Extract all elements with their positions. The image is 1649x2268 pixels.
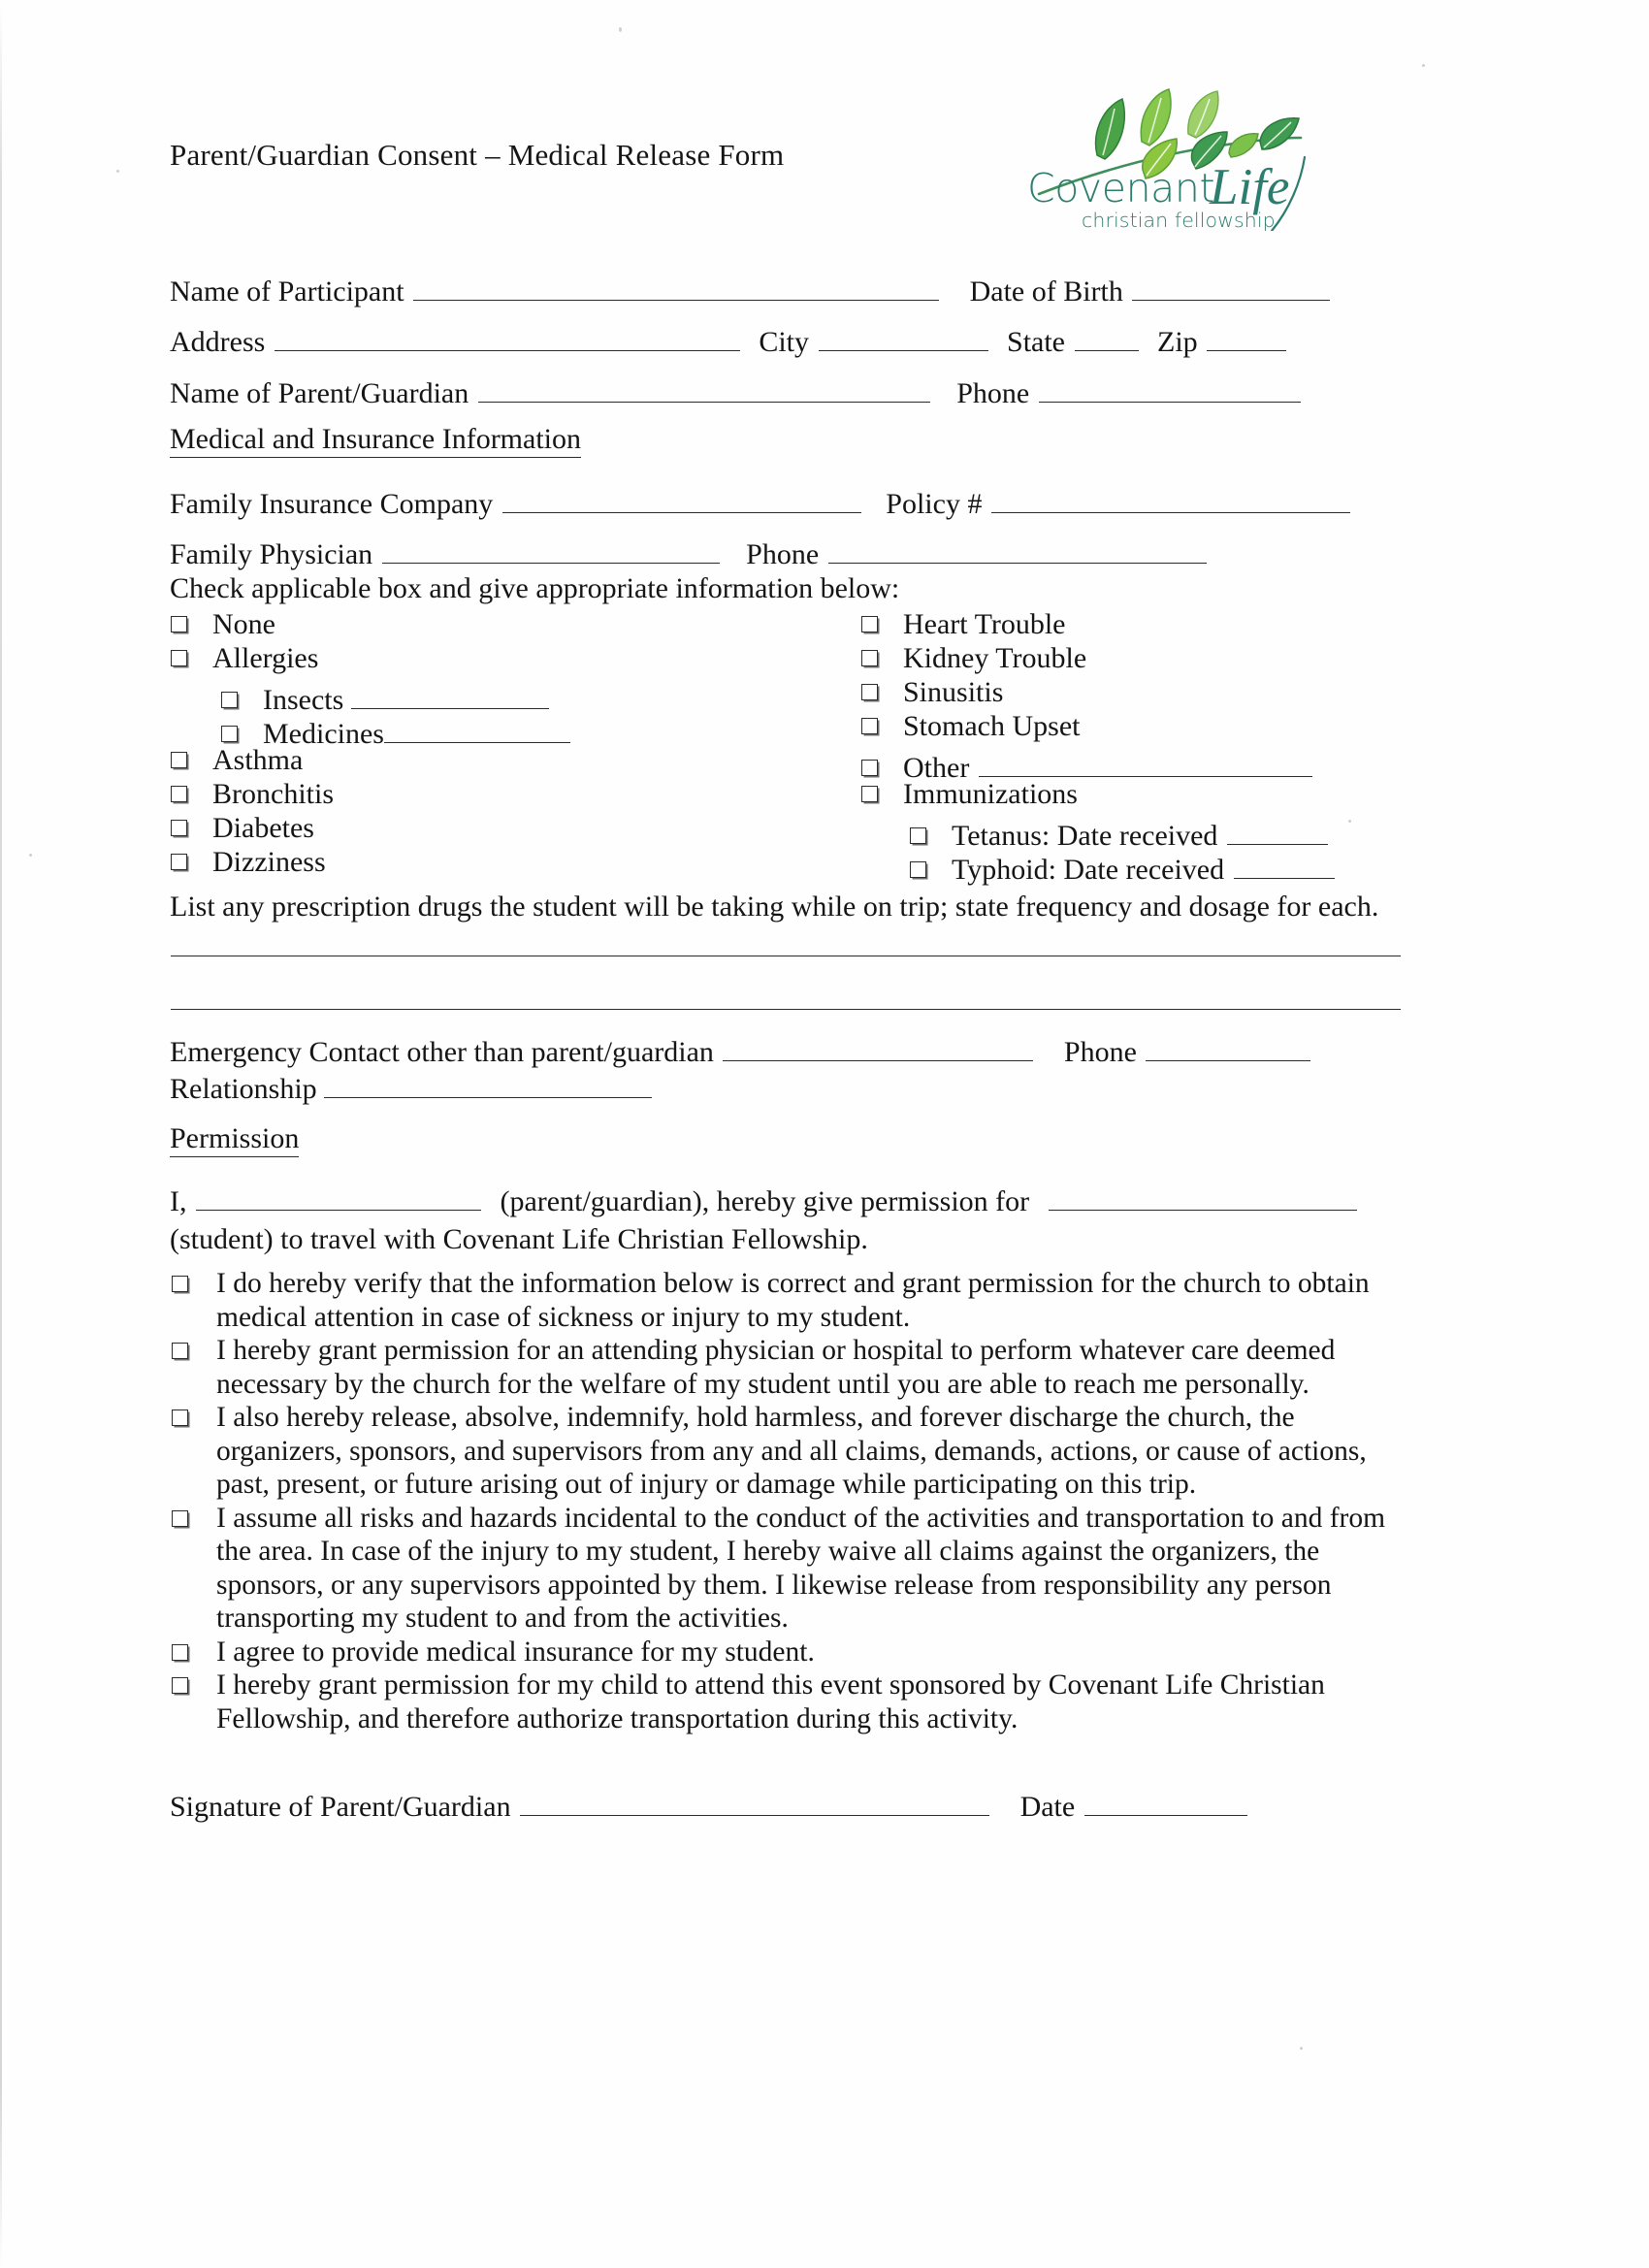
svg-text:Covenant: Covenant [1027, 165, 1215, 211]
checkbox-icon[interactable] [171, 752, 187, 768]
permission-clause-text: I do hereby verify that the information below is correct and grant permission for the church to obtain medical attention in case of sickness or injury to my student. [216, 1268, 1370, 1333]
page-title: Parent/Guardian Consent – Medical Release Form [170, 138, 785, 172]
parent-phone-label: Phone [956, 376, 1030, 409]
row-family-insurance [170, 482, 1352, 519]
other-condition-input[interactable] [979, 746, 1312, 777]
row-family-physician [170, 533, 1209, 569]
name-of-participant-label: Name of Participant [170, 275, 404, 308]
checkbox-instruction: Check applicable box and give appropriate information below: [170, 572, 900, 604]
prescription-instruction: List any prescription drugs the student will be taking while on trip; state frequency and dosage for each. [170, 891, 1379, 923]
checkbox-label: Sinusitis [903, 676, 1004, 708]
medicines-input[interactable] [384, 712, 570, 743]
address-label: Address [170, 325, 266, 358]
permission-clause-item[interactable] [170, 1502, 1416, 1636]
checkbox-icon[interactable] [172, 1409, 188, 1426]
date-of-birth-input[interactable] [1132, 270, 1330, 301]
checkbox-label: Diabetes [212, 812, 314, 844]
family-physician-input[interactable] [382, 533, 720, 564]
checkbox-row-typhoid[interactable] [910, 848, 1337, 885]
physician-phone-input[interactable] [828, 533, 1207, 564]
row-name-parent-guardian [170, 372, 1303, 408]
permission-parent-name-input[interactable] [196, 1180, 481, 1211]
checkbox-icon[interactable] [171, 786, 187, 802]
permission-clause-item[interactable] [170, 1401, 1416, 1502]
checkbox-icon[interactable] [171, 820, 187, 836]
signature-label: Signature of Parent/Guardian [170, 1790, 511, 1823]
checkbox-icon[interactable] [221, 726, 238, 742]
checkbox-icon[interactable] [172, 1644, 188, 1661]
permission-heading: Permission [170, 1123, 299, 1157]
checkbox-row-kidney-trouble[interactable] [861, 644, 1086, 673]
checkbox-icon[interactable] [172, 1510, 188, 1527]
checkbox-label: Other [903, 751, 970, 784]
permission-i-label: I, [170, 1184, 187, 1217]
checkbox-label: Heart Trouble [903, 608, 1066, 640]
state-label: State [1007, 325, 1066, 358]
insects-input[interactable] [351, 678, 549, 709]
checkbox-label: Allergies [212, 642, 319, 674]
scan-speck [619, 27, 622, 32]
emergency-phone-input[interactable] [1146, 1030, 1310, 1061]
checkbox-icon[interactable] [910, 861, 926, 878]
row-address [170, 320, 1288, 357]
checkbox-label: Insects [263, 683, 344, 716]
checkbox-row-insects[interactable] [221, 678, 551, 715]
checkbox-icon[interactable] [861, 760, 878, 776]
scan-speck [1422, 64, 1425, 67]
family-physician-label: Family Physician [170, 537, 373, 570]
row-relationship [170, 1067, 654, 1104]
permission-clause-text: I assume all risks and hazards incidental to the conduct of the activities and transportation to and from the area. In case of the injury to my student, I hereby waive all claims against the organizers, the sponsors, or any supervisors appointed by them. I likewise release from responsibility any person transporting my student to and from the activities. [216, 1502, 1386, 1634]
emergency-contact-input[interactable] [723, 1030, 1033, 1061]
checkbox-label: Tetanus: Date received [952, 819, 1218, 852]
medical-insurance-heading: Medical and Insurance Information [170, 424, 581, 458]
covenant-life-logo [1021, 85, 1322, 231]
permission-student-name-input[interactable] [1049, 1180, 1357, 1211]
checkbox-row-dizziness[interactable] [171, 848, 326, 877]
checkbox-label: Asthma [212, 744, 304, 776]
permission-clause-item[interactable] [170, 1267, 1416, 1334]
checkbox-icon[interactable] [171, 616, 187, 632]
name-of-participant-input[interactable] [413, 270, 939, 301]
name-of-parent-guardian-input[interactable] [478, 372, 930, 403]
family-insurance-company-input[interactable] [502, 482, 861, 513]
emergency-contact-label: Emergency Contact other than parent/guardian [170, 1035, 714, 1068]
relationship-label: Relationship [170, 1072, 317, 1105]
checkbox-label: Immunizations [903, 778, 1078, 810]
checkbox-label: None [212, 608, 275, 640]
parent-phone-input[interactable] [1039, 372, 1301, 403]
permission-clause-text: I also hereby release, absolve, indemnify, hold harmless, and forever discharge the church, the organizers, sponsors, and supervisors from any and all claims, demands, actions, or cause of actions, past, present, or future arising out of injury or damage while participating on this trip. [216, 1402, 1367, 1500]
permission-leadin-end: (student) to travel with Covenant Life Christian Fellowship. [170, 1223, 868, 1255]
state-input[interactable] [1075, 320, 1139, 351]
permission-clause-list [170, 1267, 1416, 1735]
zip-label: Zip [1157, 325, 1198, 358]
scan-speck [116, 170, 119, 173]
checkbox-row-immunizations[interactable] [861, 780, 1078, 809]
checkbox-row-other[interactable] [861, 746, 1314, 783]
policy-number-input[interactable] [991, 482, 1350, 513]
zip-input[interactable] [1207, 320, 1286, 351]
checkbox-icon[interactable] [172, 1276, 188, 1292]
emergency-phone-label: Phone [1063, 1035, 1137, 1068]
row-emergency-contact [170, 1030, 1312, 1067]
checkbox-label: Typhoid: Date received [952, 853, 1225, 886]
checkbox-label: Bronchitis [212, 778, 334, 810]
checkbox-label: Stomach Upset [903, 710, 1081, 742]
checkbox-icon[interactable] [861, 616, 878, 632]
checkbox-icon[interactable] [861, 786, 878, 802]
checkbox-row-tetanus[interactable] [910, 814, 1330, 851]
checkbox-row-sinusitis[interactable] [861, 678, 1003, 707]
checkbox-icon[interactable] [861, 684, 878, 700]
checkbox-icon[interactable] [910, 827, 926, 844]
checkbox-label: Medicines [263, 717, 384, 750]
checkbox-icon[interactable] [171, 650, 187, 666]
checkbox-row-diabetes[interactable] [171, 814, 314, 843]
svg-text:Life: Life [1210, 159, 1290, 215]
checkbox-row-asthma[interactable] [171, 746, 303, 775]
checkbox-icon[interactable] [172, 1343, 188, 1359]
typhoid-date-input[interactable] [1234, 848, 1335, 879]
scan-speck [1348, 820, 1351, 823]
scan-edge-artifact [0, 0, 2, 2268]
row-signature [170, 1785, 1249, 1822]
tetanus-date-input[interactable] [1227, 814, 1328, 845]
permission-clause-text: I hereby grant permission for my child to attend this event sponsored by Covenant Life Christian Fellowship, and therefore authorize transportation during this activity. [216, 1669, 1325, 1734]
checkbox-row-bronchitis[interactable] [171, 780, 334, 809]
checkbox-row-heart-trouble[interactable] [861, 610, 1066, 639]
checkbox-icon[interactable] [221, 692, 238, 708]
svg-text:christian fellowship: christian fellowship [1082, 209, 1276, 231]
checkbox-icon[interactable] [861, 650, 878, 666]
permission-clause-item[interactable] [170, 1636, 1416, 1669]
scan-speck [29, 854, 32, 857]
row-name-participant [170, 270, 1332, 307]
policy-number-label: Policy # [886, 487, 983, 520]
checkbox-row-stomach-upset[interactable] [861, 712, 1080, 741]
checkbox-icon[interactable] [172, 1677, 188, 1694]
city-label: City [759, 325, 810, 358]
checkbox-label: Dizziness [212, 846, 326, 878]
relationship-input[interactable] [324, 1067, 652, 1098]
prescription-line-2[interactable] [171, 1009, 1401, 1010]
signature-input[interactable] [520, 1785, 989, 1816]
permission-midtext: (parent/guardian), hereby give permission for [500, 1184, 1030, 1217]
name-of-parent-guardian-label: Name of Parent/Guardian [170, 376, 469, 409]
checkbox-icon[interactable] [171, 854, 187, 870]
checkbox-label: Kidney Trouble [903, 642, 1087, 674]
city-input[interactable] [819, 320, 988, 351]
permission-clause-item[interactable] [170, 1334, 1416, 1401]
family-insurance-company-label: Family Insurance Company [170, 487, 494, 520]
physician-phone-label: Phone [746, 537, 820, 570]
address-input[interactable] [275, 320, 740, 351]
signature-date-input[interactable] [1084, 1785, 1247, 1816]
scan-speck [1300, 2047, 1303, 2050]
permission-clause-item[interactable] [170, 1669, 1416, 1735]
checkbox-row-none[interactable] [171, 610, 275, 639]
date-of-birth-label: Date of Birth [969, 275, 1123, 308]
row-permission-leadin [170, 1180, 1359, 1216]
checkbox-icon[interactable] [861, 718, 878, 734]
permission-clause-text: I hereby grant permission for an attending physician or hospital to perform whatever care deemed necessary by the church for the welfare of my student until you are able to reach me personally. [216, 1335, 1336, 1400]
signature-date-label: Date [1019, 1790, 1076, 1823]
permission-clause-text: I agree to provide medical insurance for my student. [216, 1636, 815, 1668]
checkbox-row-allergies[interactable] [171, 644, 318, 673]
checkbox-row-medicines[interactable] [221, 712, 572, 749]
